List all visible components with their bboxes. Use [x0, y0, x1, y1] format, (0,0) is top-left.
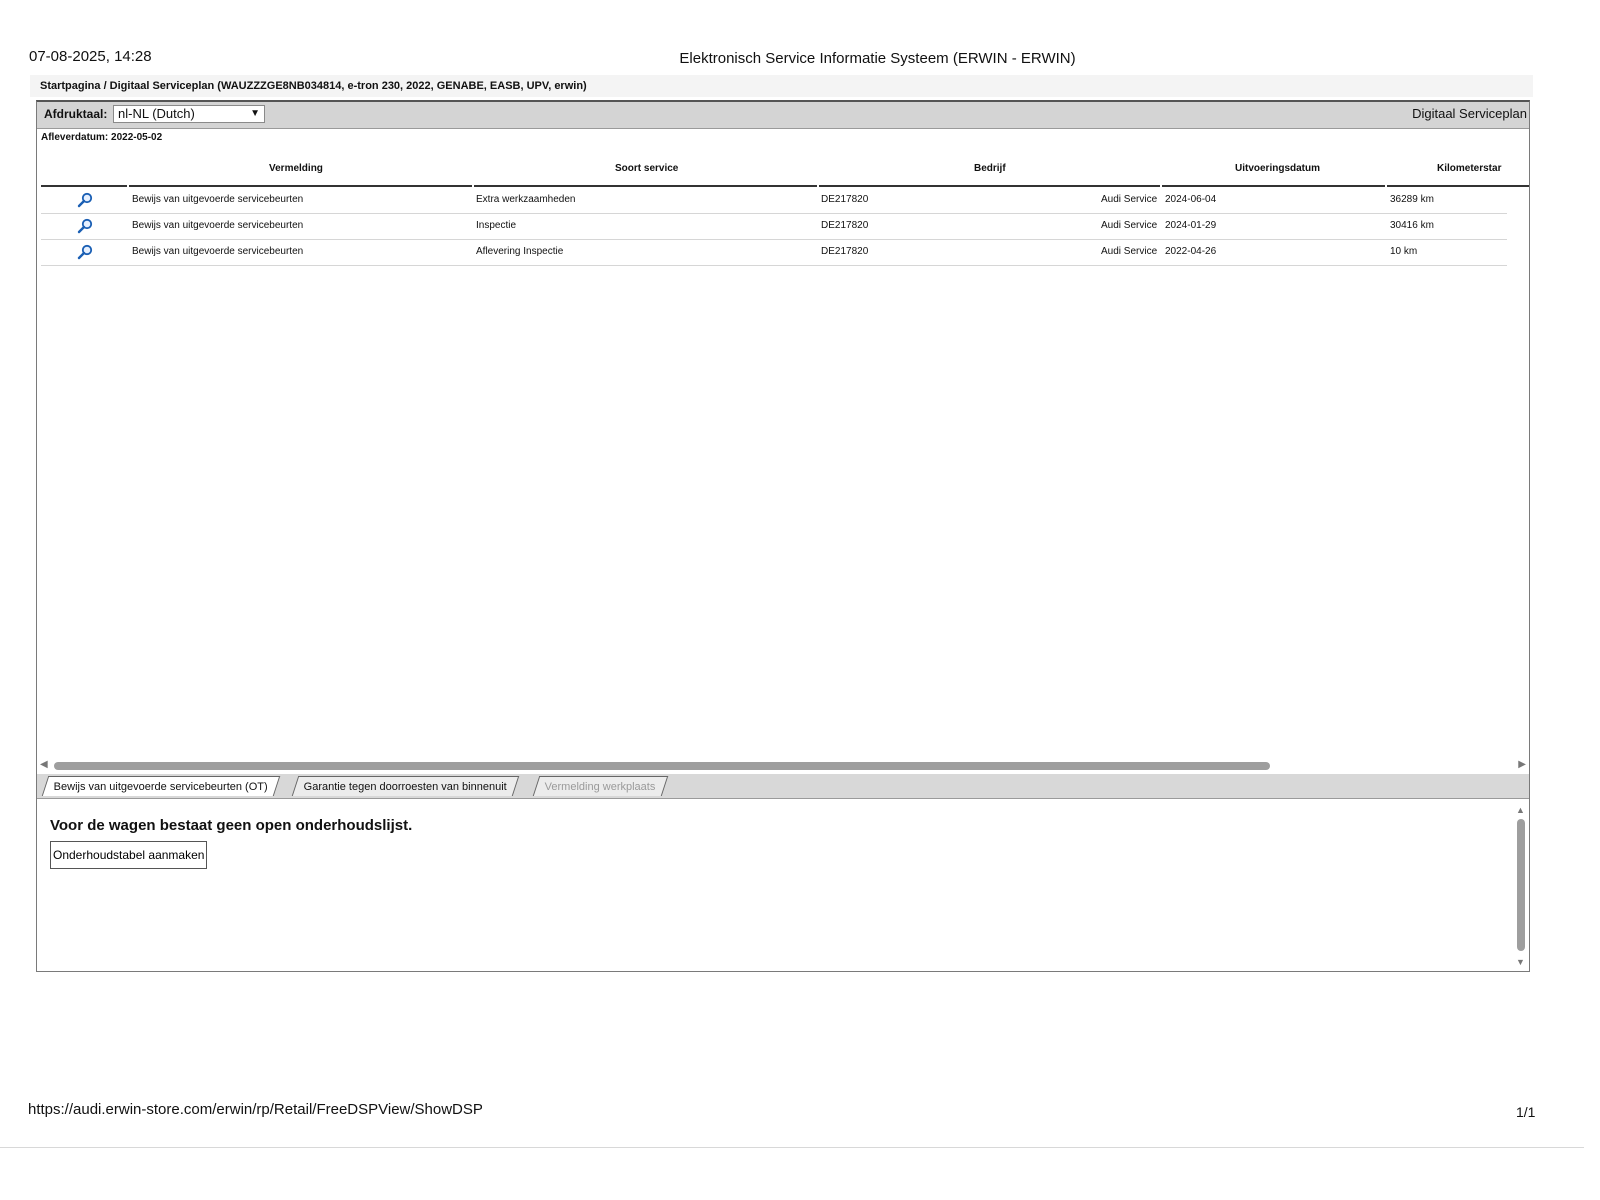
- tab-service-evidence[interactable]: [42, 776, 280, 796]
- header-underline: [819, 185, 1160, 187]
- cell-company-code: DE217820: [821, 246, 869, 257]
- table-row[interactable]: [41, 188, 1507, 214]
- column-header-date[interactable]: Uitvoeringsdatum: [1235, 163, 1321, 174]
- scroll-right-icon[interactable]: ▶: [1518, 759, 1526, 770]
- scroll-up-icon[interactable]: ▲: [1516, 805, 1525, 815]
- print-page-number: 1/1: [1516, 1104, 1536, 1120]
- print-url: https://audi.erwin-store.com/erwin/rp/Retail/FreeDSPView/ShowDSP: [28, 1101, 483, 1118]
- column-header-mileage[interactable]: Kilometerstar: [1437, 163, 1502, 174]
- service-plan-frame: [36, 100, 1530, 972]
- magnifier-icon[interactable]: [77, 244, 93, 260]
- tab-workshop-note: [533, 776, 668, 796]
- print-language-value: nl-NL (Dutch): [118, 106, 195, 121]
- print-timestamp: 07-08-2025, 14:28: [29, 48, 152, 65]
- chevron-down-icon: ▼: [250, 108, 260, 119]
- header-underline: [41, 185, 127, 187]
- header-underline: [1162, 185, 1385, 187]
- tab-bar: [37, 774, 1529, 799]
- table-header: [41, 150, 1530, 188]
- cell-service-type: Aflevering Inspectie: [476, 246, 564, 257]
- delivery-date: Afleverdatum: 2022-05-02: [41, 132, 163, 143]
- cell-company-name: Audi Service: [1101, 194, 1158, 205]
- column-header-entry[interactable]: Vermelding: [269, 163, 323, 174]
- cell-entry: Bewijs van uitgevoerde servicebeurten: [132, 246, 304, 257]
- scroll-left-icon[interactable]: ◀: [40, 759, 48, 770]
- print-language-select[interactable]: [113, 105, 265, 123]
- no-maintenance-list-message: Voor de wagen bestaat geen open onderhoudslijst.: [50, 817, 413, 834]
- breadcrumb[interactable]: Startpagina / Digitaal Serviceplan (WAUZZZGE8NB034814, e-tron 230, 2022, GENABE, EASB, UPV, erwin): [30, 75, 1533, 97]
- scrollbar-thumb[interactable]: [54, 762, 1270, 770]
- cell-company-code: DE217820: [821, 194, 869, 205]
- cell-entry: Bewijs van uitgevoerde servicebeurten: [132, 194, 304, 205]
- table-row[interactable]: [41, 240, 1507, 266]
- cell-date: 2024-06-04: [1165, 194, 1217, 205]
- tab-label: Garantie tegen doorroesten van binnenuit: [303, 781, 507, 793]
- cell-service-type: Inspectie: [476, 220, 517, 231]
- header-underline: [129, 185, 472, 187]
- horizontal-scrollbar[interactable]: [37, 759, 1529, 773]
- create-maintenance-table-button[interactable]: Onderhoudstabel aanmaken: [50, 841, 207, 869]
- column-header-company[interactable]: Bedrijf: [974, 163, 1006, 174]
- cell-mileage: 10 km: [1390, 246, 1418, 257]
- cell-service-type: Extra werkzaamheden: [476, 194, 576, 205]
- table-row[interactable]: [41, 214, 1507, 240]
- magnifier-icon[interactable]: [77, 192, 93, 208]
- toolbar: [37, 102, 1529, 129]
- cell-entry: Bewijs van uitgevoerde servicebeurten: [132, 220, 304, 231]
- header-underline: [1387, 185, 1530, 187]
- maintenance-panel: [37, 799, 1529, 972]
- print-page-title: Elektronisch Service Informatie Systeem (ERWIN - ERWIN): [679, 50, 1076, 67]
- header-underline: [474, 185, 817, 187]
- cell-company-code: DE217820: [821, 220, 869, 231]
- cell-company-name: Audi Service: [1101, 246, 1158, 257]
- cell-mileage: 30416 km: [1390, 220, 1434, 231]
- cell-mileage: 36289 km: [1390, 194, 1434, 205]
- page-title: Digitaal Serviceplan: [1412, 106, 1527, 121]
- print-language-label: Afdruktaal:: [44, 107, 108, 121]
- cell-date: 2024-01-29: [1165, 220, 1217, 231]
- cell-date: 2022-04-26: [1165, 246, 1217, 257]
- tab-label: Bewijs van uitgevoerde servicebeurten (OT): [53, 781, 268, 793]
- paper-edge-divider: [0, 1147, 1584, 1148]
- magnifier-icon[interactable]: [77, 218, 93, 234]
- cell-company-name: Audi Service: [1101, 220, 1158, 231]
- tab-rust-warranty[interactable]: [292, 776, 520, 796]
- column-header-service-type[interactable]: Soort service: [615, 163, 679, 174]
- scrollbar-thumb[interactable]: [1517, 819, 1525, 951]
- scroll-down-icon[interactable]: ▼: [1516, 957, 1525, 967]
- tab-label: Vermelding werkplaats: [544, 781, 656, 793]
- vertical-scrollbar[interactable]: [1515, 805, 1527, 967]
- service-history-table: [41, 150, 1530, 266]
